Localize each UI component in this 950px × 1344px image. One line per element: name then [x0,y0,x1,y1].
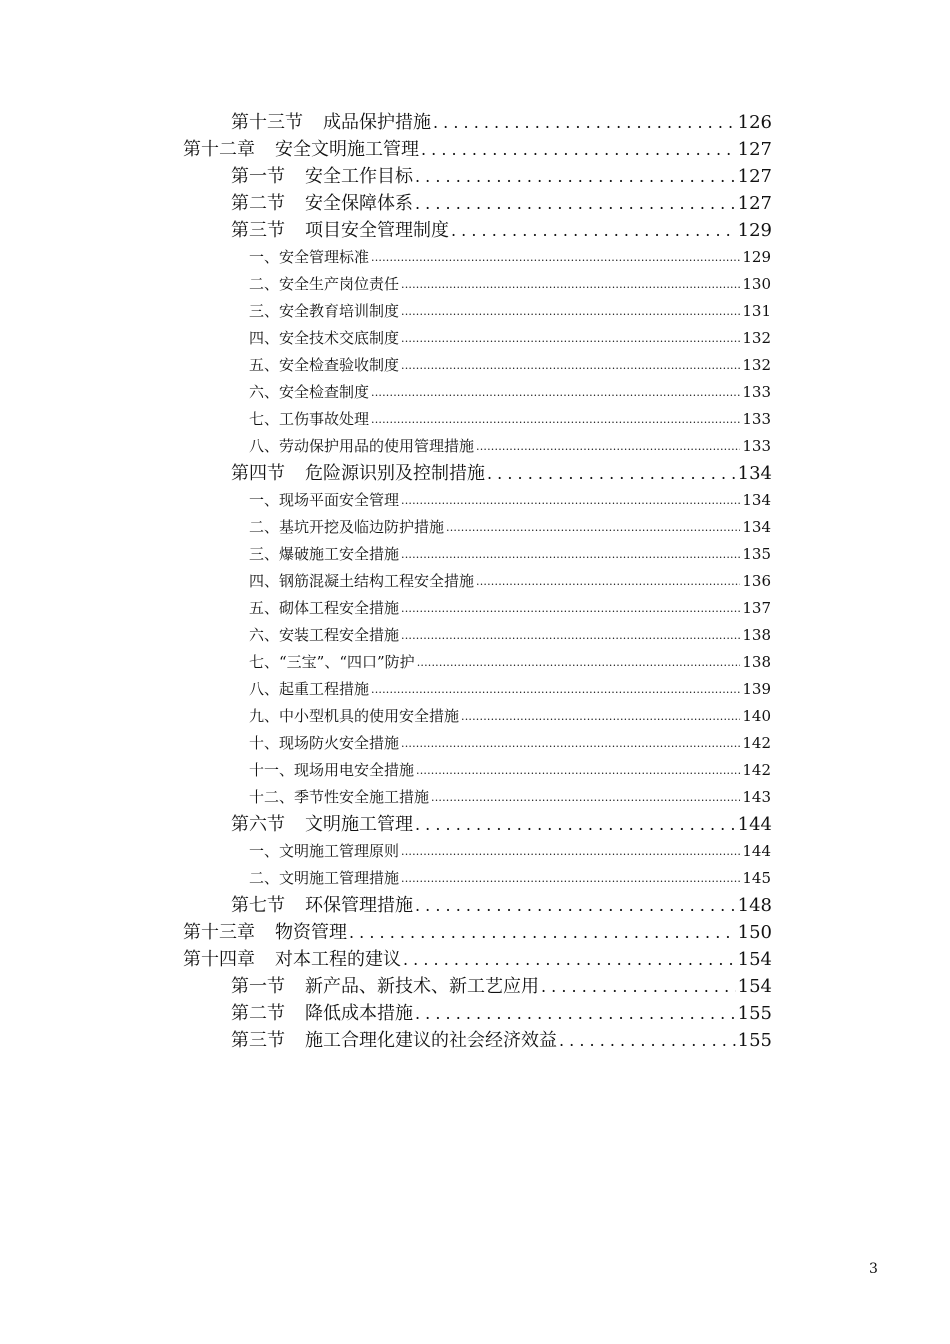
toc-entry-page: 155 [737,1003,772,1024]
toc-entry-page: 143 [742,788,771,806]
toc-entry[interactable] [249,433,771,460]
toc-entry[interactable] [249,379,771,406]
toc-entry-number: 第十四章 [183,949,255,970]
toc-entry-title: 二、基坑开挖及临边防护措施 [249,518,445,536]
toc-entry[interactable] [231,109,772,136]
toc-entry-page: 133 [742,383,771,401]
toc-entry[interactable] [249,271,771,298]
toc-dot-leader [415,163,736,190]
toc-entry-title: 九、中小型机具的使用安全措施 [249,707,460,725]
toc-dot-leader [401,486,740,514]
toc-entry[interactable] [249,325,771,352]
toc-entry-page: 154 [737,976,772,997]
toc-entry-number: 第三节 [231,220,285,241]
toc-entry[interactable] [249,514,771,541]
toc-entry-title: 八、劳动保护用品的使用管理措施 [249,437,475,455]
toc-entry[interactable] [249,676,771,703]
toc-entry-page: 142 [742,734,771,752]
toc-dot-leader [416,756,740,784]
toc-entry[interactable] [231,1027,772,1054]
toc-dot-leader [446,513,740,541]
toc-entry[interactable] [231,163,772,190]
toc-entry-page: 138 [742,653,771,671]
toc-entry-title: 七、工伤事故处理 [249,410,370,428]
toc-entry-page: 135 [742,545,771,563]
toc-entry-number: 第一节 [231,976,285,997]
toc-dot-leader [371,243,740,271]
toc-entry-page: 127 [737,166,772,187]
toc-entry[interactable] [249,649,771,676]
toc-dot-leader [401,621,740,649]
toc-dot-leader [415,811,736,838]
toc-entry-title: 二、文明施工管理措施 [249,869,400,887]
toc-entry-page: 134 [742,518,771,536]
toc-dot-leader [487,460,736,487]
toc-entry[interactable] [183,136,772,163]
toc-dot-leader [415,892,736,919]
toc-dot-leader [371,675,740,703]
toc-entry-page: 131 [742,302,771,320]
toc-entry-number: 第一节 [231,166,285,187]
toc-dot-leader [371,405,740,433]
toc-entry[interactable] [249,622,771,649]
toc-entry-title: 六、安全检查制度 [249,383,370,401]
toc-entry[interactable] [231,460,772,487]
toc-dot-leader [401,837,740,865]
toc-entry-title: 项目安全管理制度 [305,220,449,241]
toc-entry[interactable] [249,541,771,568]
toc-dot-leader [401,270,740,298]
toc-entry-title: 安全文明施工管理 [275,139,419,160]
toc-entry[interactable] [231,190,772,217]
toc-dot-leader [401,729,740,757]
toc-entry-title: 一、现场平面安全管理 [249,491,400,509]
toc-entry-title: 安全工作目标 [305,166,413,187]
toc-entry[interactable] [231,1000,772,1027]
toc-entry[interactable] [183,946,772,973]
toc-dot-leader [476,567,740,595]
toc-entry-page: 126 [737,112,772,133]
toc-entry-page: 132 [742,329,771,347]
toc-entry-page: 144 [742,842,771,860]
toc-entry-title: 二、安全生产岗位责任 [249,275,400,293]
toc-dot-leader [401,297,740,325]
toc-entry-page: 134 [742,491,771,509]
toc-entry[interactable] [249,865,771,892]
toc-entry-page: 136 [742,572,771,590]
toc-dot-leader [421,136,736,163]
toc-entry-page: 134 [737,463,772,484]
toc-entry-title: 物资管理 [275,922,347,943]
toc-entry-page: 144 [737,814,772,835]
toc-entry-number: 第四节 [231,463,285,484]
toc-entry-title: 对本工程的建议 [275,949,401,970]
toc-entry-title: 四、安全技术交底制度 [249,329,400,347]
toc-dot-leader [433,109,736,136]
toc-entry-number: 第七节 [231,895,285,916]
toc-entry[interactable] [249,784,771,811]
toc-dot-leader [417,648,741,676]
toc-entry-title: 五、砌体工程安全措施 [249,599,400,617]
toc-entry-title: 三、安全教育培训制度 [249,302,400,320]
toc-entry-page: 129 [742,248,771,266]
toc-dot-leader [401,351,740,379]
toc-entry-title: 一、安全管理标准 [249,248,370,266]
toc-dot-leader [415,190,736,217]
toc-entry[interactable] [249,568,771,595]
toc-dot-leader [403,946,736,973]
toc-entry-number: 第十三章 [183,922,255,943]
toc-dot-leader [415,1000,736,1027]
toc-entry-title: 十、现场防火安全措施 [249,734,400,752]
toc-entry-title: 十一、现场用电安全措施 [249,761,415,779]
toc-entry-page: 132 [742,356,771,374]
toc-entry[interactable] [231,892,772,919]
toc-entry[interactable] [231,811,772,838]
toc-entry-title: 五、安全检查验收制度 [249,356,400,374]
toc-entry-page: 145 [742,869,771,887]
toc-entry-title: 降低成本措施 [305,1003,413,1024]
toc-entry-title: 文明施工管理 [305,814,413,835]
toc-entry-title: 七、“三宝”、“四口”防护 [249,653,415,671]
toc-entry[interactable] [231,973,772,1000]
toc-entry[interactable] [231,217,772,244]
toc-entry-page: 138 [742,626,771,644]
toc-dot-leader [371,378,740,406]
toc-entry-page: 140 [742,707,771,725]
toc-entry-title: 十二、季节性安全施工措施 [249,788,430,806]
toc-entry-page: 130 [742,275,771,293]
toc-entry-title: 八、起重工程措施 [249,680,370,698]
toc-entry[interactable] [249,244,771,271]
toc-dot-leader [541,973,736,1000]
toc-entry-title: 安全保障体系 [305,193,413,214]
toc-entry-page: 154 [737,949,772,970]
toc-entry-title: 三、爆破施工安全措施 [249,545,400,563]
toc-dot-leader [451,217,736,244]
toc-entry-page: 142 [742,761,771,779]
toc-entry-title: 新产品、新技术、新工艺应用 [305,976,539,997]
toc-entry-page: 127 [737,193,772,214]
toc-entry-page: 133 [742,437,771,455]
toc-entry-number: 第六节 [231,814,285,835]
toc-dot-leader [476,432,740,460]
toc-entry-number: 第三节 [231,1030,285,1051]
toc-dot-leader [401,594,740,622]
toc-dot-leader [559,1027,736,1054]
toc-entry-number: 第十三节 [231,112,303,133]
toc-entry[interactable] [249,595,771,622]
toc-entry-page: 133 [742,410,771,428]
toc-entry[interactable] [249,298,771,325]
toc-entry-number: 第二节 [231,1003,285,1024]
toc-dot-leader [401,540,740,568]
toc-entry-title: 六、安装工程安全措施 [249,626,400,644]
toc-entry-page: 148 [737,895,772,916]
page-number: 3 [869,1261,878,1277]
toc-entry[interactable] [249,730,771,757]
toc-entry[interactable] [249,838,771,865]
toc-dot-leader [431,783,740,811]
toc-entry-title: 危险源识别及控制措施 [305,463,485,484]
toc-entry[interactable] [249,352,771,379]
toc-entry-title: 一、文明施工管理原则 [249,842,400,860]
toc-entry-page: 127 [737,139,772,160]
toc-entry[interactable] [183,919,772,946]
toc-entry-page: 129 [737,220,772,241]
toc-entry-title: 四、钢筋混凝土结构工程安全措施 [249,572,475,590]
toc-entry-page: 139 [742,680,771,698]
toc-entry-title: 施工合理化建议的社会经济效益 [305,1030,557,1051]
toc-entry-title: 环保管理措施 [305,895,413,916]
toc-entry-title: 成品保护措施 [323,112,431,133]
toc-entry-number: 第十二章 [183,139,255,160]
toc-dot-leader [349,919,736,946]
toc-dot-leader [401,864,740,892]
toc-entry[interactable] [249,703,771,730]
toc-entry[interactable] [249,406,771,433]
toc-entry[interactable] [249,487,771,514]
toc-dot-leader [401,324,740,352]
toc-entry-page: 150 [737,922,772,943]
toc-entry-page: 137 [742,599,771,617]
toc-entry[interactable] [249,757,771,784]
toc-dot-leader [461,702,740,730]
toc-entry-number: 第二节 [231,193,285,214]
toc-entry-page: 155 [737,1030,772,1051]
